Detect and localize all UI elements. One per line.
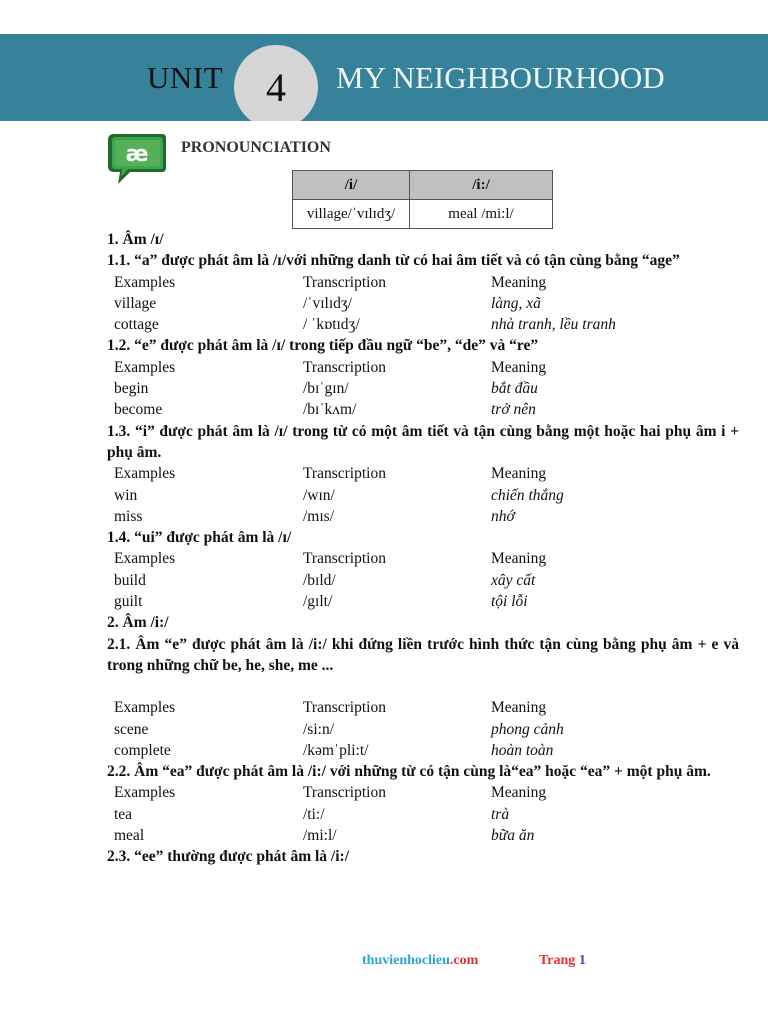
rule-2-1: 2.1. Âm “e” được phát âm là /i:/ khi đứng liền trước hình thức tận cùng bằng phụ âm + e và trong những chữ be, he, she, me ... [107, 635, 739, 674]
example-word: begin [114, 380, 149, 398]
example-transcription: /ti:/ [303, 805, 325, 823]
col-examples: Examples [114, 699, 176, 717]
example-row [107, 570, 739, 591]
example-meaning: trà [491, 805, 510, 823]
column-header-row [107, 548, 739, 569]
example-row [107, 804, 739, 825]
col-examples: Examples [114, 550, 176, 568]
rule-1-2: 1.2. “e” được phát âm là /ɪ/ trong tiếp đầu ngữ “be”, “de” và “re” [107, 337, 539, 355]
col-examples: Examples [114, 358, 176, 376]
banner-unit-label: UNIT [147, 60, 224, 95]
column-header-row [107, 782, 739, 803]
lesson-content [107, 229, 739, 868]
example-transcription: /gɪlt/ [303, 593, 333, 611]
col-transcription: Transcription [303, 784, 386, 802]
rule-2-3: 2.3. “ee” thường được phát âm là /i:/ [107, 848, 350, 866]
page-label: Trang [539, 953, 576, 968]
col-transcription: Transcription [303, 358, 386, 376]
example-transcription: /bɪld/ [303, 571, 336, 589]
footer-site-domain: .com [449, 953, 479, 968]
example-transcription: /mi:l/ [303, 827, 337, 845]
example-word: village [114, 294, 157, 312]
example-transcription: /ˈvɪlɪdʒ/ [303, 294, 353, 312]
ipa-example-long-i: meal /mi:l/ [410, 200, 553, 229]
ipa-table [292, 170, 553, 229]
ipa-header-short-i: /i/ [293, 171, 410, 200]
spacer [107, 676, 739, 697]
example-word: meal [114, 827, 145, 845]
ipa-example-short-i: village/ˈvɪlɪdʒ/ [293, 200, 410, 229]
col-transcription: Transcription [303, 699, 386, 717]
rule-1-1: 1.1. “a” được phát âm là /ɪ/với những danh từ có hai âm tiết và có tận cùng bằng “age” [107, 252, 680, 270]
rule-1-3: 1.3. “i” được phát âm là /ɪ/ trong từ có một âm tiết và tận cùng bằng một hoặc hai phụ âm i + phụ âm. [107, 422, 739, 461]
example-meaning: làng, xã [491, 294, 541, 312]
example-transcription: /bɪˈgɪn/ [303, 380, 349, 398]
example-row [107, 719, 739, 740]
example-word: complete [114, 741, 171, 759]
example-transcription: /bɪˈkʌm/ [303, 401, 357, 419]
rule-2-2: 2.2. Âm “ea” được phát âm là /i:/ với những từ có tận cùng là“ea” hoặc “ea” + một phụ âm. [107, 763, 711, 781]
example-row [107, 506, 739, 527]
col-meaning: Meaning [491, 699, 547, 717]
example-row [107, 399, 739, 420]
section-title: PRONOUNCIATION [181, 139, 331, 156]
ipa-table-header-row [293, 171, 553, 200]
page-number: 1 [578, 953, 586, 968]
example-transcription: /si:n/ [303, 720, 335, 738]
heading-sound-long-i: 2. Âm /i:/ [107, 614, 169, 632]
example-word: guilt [114, 593, 143, 611]
heading-sound-short-i: 1. Âm /ɪ/ [107, 231, 164, 248]
col-meaning: Meaning [491, 784, 547, 802]
svg-text:æ: æ [125, 142, 149, 167]
footer-site-link[interactable] [362, 953, 478, 969]
example-meaning: nhà tranh, lều tranh [491, 316, 616, 334]
example-row [107, 378, 739, 399]
example-meaning: chiến thắng [491, 486, 564, 504]
unit-banner [0, 34, 768, 121]
example-word: become [114, 401, 163, 419]
example-meaning: tội lỗi [491, 593, 528, 611]
example-meaning: trở nên [491, 401, 536, 419]
example-meaning: bữa ăn [491, 827, 535, 845]
ipa-header-long-i: /i:/ [410, 171, 553, 200]
example-word: tea [114, 805, 133, 823]
example-row [107, 591, 739, 612]
example-transcription: / ˈkɒtɪdʒ/ [303, 316, 360, 334]
col-examples: Examples [114, 273, 176, 291]
example-transcription: /wɪn/ [303, 486, 335, 504]
example-row [107, 740, 739, 761]
col-examples: Examples [114, 465, 176, 483]
example-row [107, 485, 739, 506]
example-meaning: hoàn toàn [491, 741, 554, 759]
unit-number: 4 [266, 64, 286, 110]
example-row [107, 314, 739, 335]
example-transcription: /mɪs/ [303, 507, 335, 525]
example-row [107, 825, 739, 846]
example-word: build [114, 571, 146, 589]
col-transcription: Transcription [303, 550, 386, 568]
example-word: cottage [114, 316, 159, 334]
column-header-row [107, 357, 739, 378]
example-word: win [114, 486, 138, 504]
column-header-row [107, 272, 739, 293]
example-word: miss [114, 507, 143, 525]
example-meaning: nhớ [491, 507, 515, 525]
column-header-row [107, 463, 739, 484]
footer-page-indicator [539, 953, 586, 969]
col-transcription: Transcription [303, 273, 386, 291]
example-row [107, 293, 739, 314]
ipa-table-example-row [293, 200, 553, 229]
example-word: scene [114, 720, 149, 738]
column-header-row [107, 697, 739, 718]
col-meaning: Meaning [491, 273, 547, 291]
col-transcription: Transcription [303, 465, 386, 483]
example-meaning: bắt đầu [491, 380, 538, 398]
banner-title: MY NEIGHBOURHOOD [336, 60, 665, 95]
example-transcription: /kəmˈpli:t/ [303, 741, 369, 759]
example-meaning: xây cất [491, 571, 536, 589]
rule-1-4: 1.4. “ui” được phát âm là /ɪ/ [107, 529, 292, 547]
example-meaning: phong cảnh [491, 720, 564, 738]
phonetics-icon [104, 128, 168, 188]
footer-site-name: thuvienhoclieu [362, 953, 450, 968]
col-meaning: Meaning [491, 550, 547, 568]
col-meaning: Meaning [491, 465, 547, 483]
col-examples: Examples [114, 784, 176, 802]
unit-number-badge [234, 45, 318, 121]
col-meaning: Meaning [491, 358, 547, 376]
